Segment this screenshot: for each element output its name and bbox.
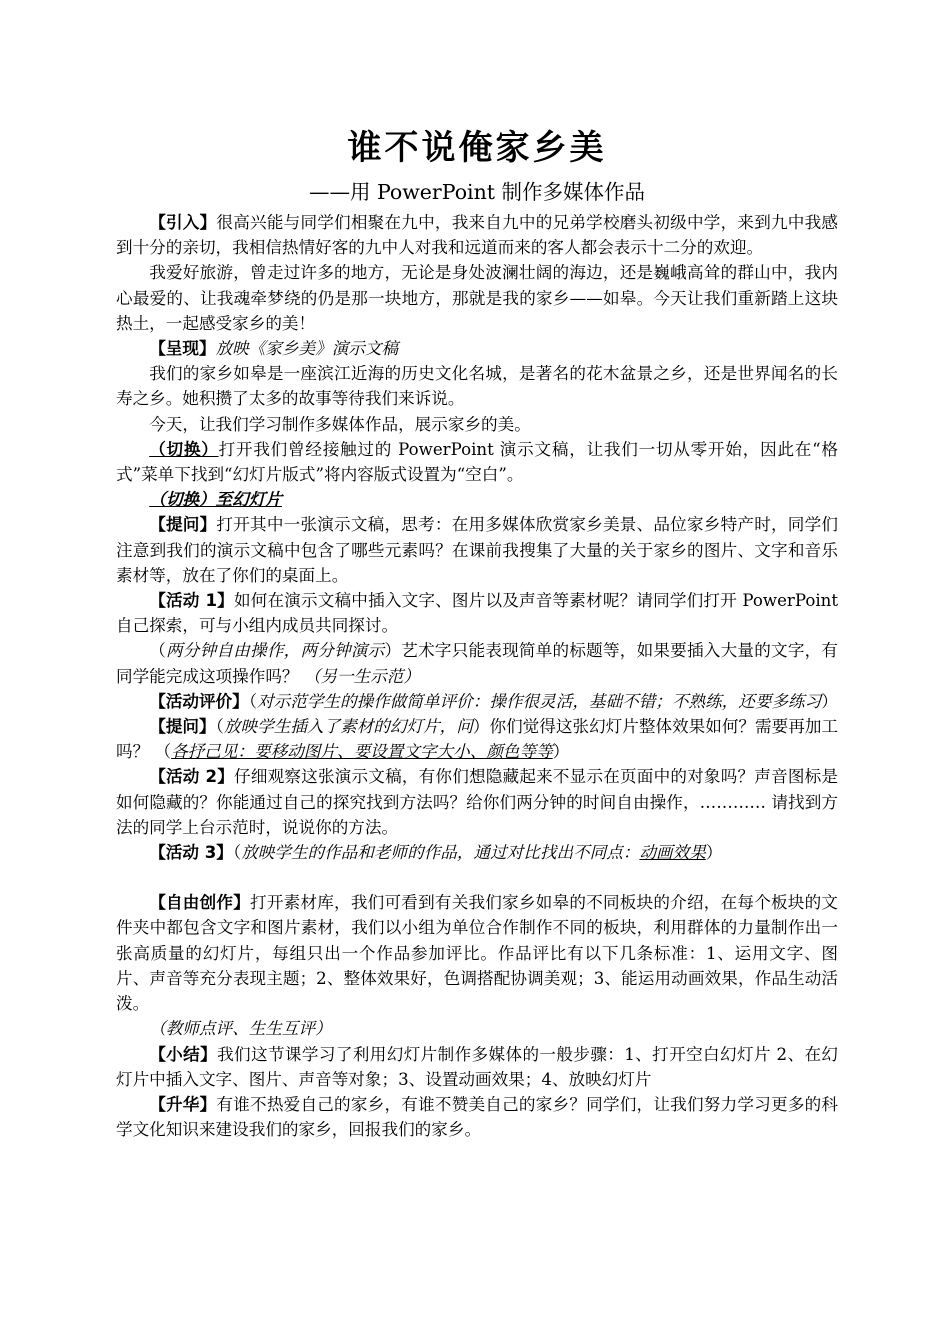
section-tag: 【活动 3】 (149, 843, 233, 863)
paragraph-activity-2 (116, 764, 838, 840)
paragraph-sublimation (116, 1092, 838, 1142)
paragraph-text: 你们觉得这张幻灯片整体效果如何？需要再加工吗？ (116, 717, 839, 762)
page-subtitle: ——用 PowerPoint 制作多媒体作品 (308, 180, 646, 204)
paragraph-text: 我们这节课学习了利用幻灯片制作多媒体的一般步骤：1、打开空白幻灯片 2、在幻灯片中插入文字、图片、声音等对象；3、设置动画效果；4、放映幻灯片 (116, 1044, 839, 1089)
paragraph-switch (116, 437, 838, 487)
stage-direction: 放映学生的作品和老师的作品，通过对比找出不同点： (241, 843, 640, 863)
section-tag: （切换） (149, 439, 219, 459)
paren: ） (705, 843, 723, 863)
section-tag: 【提问】 (149, 515, 217, 535)
section-tag: （切换）至幻灯片 (149, 490, 282, 510)
paragraph-activity-1 (116, 588, 838, 638)
paren: ） (472, 717, 490, 737)
section-tag: 【活动 2】 (149, 767, 235, 787)
stage-direction: 对示范学生的操作做简单评价：操作很灵活，基础不错；不熟练，还要多练习 (257, 691, 822, 711)
section-tag: 【升华】 (149, 1094, 217, 1114)
paragraph-text: 很高兴能与同学们相聚在九中，我来自九中的兄弟学校磨头初级中学，来到九中我感到十分的亲切，我相信热情好客的九中人对我和远道而来的客人都会表示十二分的欢迎。 (116, 213, 839, 258)
blank-line (116, 865, 838, 890)
document-page (116, 120, 838, 1142)
paragraph-evaluation (116, 689, 838, 714)
paragraph-text: 打开其中一张演示文稿，思考：在用多媒体欣赏家乡美景、品位家乡特产时，同学们注意到我们的演示文稿中包含了哪些元素吗？在课前我搜集了大量的关于家乡的图片、文字和音乐素材等，放在了你们的桌面上。 (116, 515, 839, 585)
section-tag: 【小结】 (149, 1044, 218, 1064)
paragraph-review: （教师点评、生生互评） (149, 1019, 332, 1039)
paren: ） (821, 691, 838, 711)
paragraph-text: 艺术字只能表现简单的标题等，如果要插入大量的文字，有同学能完成这项操作吗？ (116, 641, 839, 686)
paragraph-question-2 (116, 714, 838, 764)
paragraph-text: 打开素材库，我们可看到有关我们家乡如皋的不同板块的介绍，在每个板块的文件夹中都包含文字和图片素材，我们以小组为单位合作制作不同的板块，利用群体的力量制作出一张高质量的幻灯片，每组只出一个作品参加评比。作品评比有以下几条标准：1、运用文字、图片、声音等充分表现主题；2、整体效果好，色调搭配协调美观；3、能运用动画效果，作品生动活泼。 (116, 893, 839, 1014)
paragraph-travel: 我爱好旅游，曾走过许多的地方，无论是身处波澜壮阔的海边，还是巍峨高耸的群山中，我内心最爱的、让我魂牵梦绕的仍是那一块地方，那就是我的家乡——如皋。今天让我们重新踏上这块热土，一起感受家乡的美！ (116, 263, 838, 333)
paragraph-text: 如何在演示文稿中插入文字、图片以及声音等素材呢？请同学们打开 PowerPoint 自己探索，可与小组内成员共同探讨。 (116, 591, 839, 636)
stage-direction: 动画效果 (639, 843, 706, 863)
paren: （ (149, 641, 166, 661)
paragraph-question (116, 512, 838, 588)
paren: ） (384, 641, 402, 661)
section-tag: 【提问】 (149, 717, 216, 737)
paragraph-text: 仔细观察这张演示文稿，有你们想隐藏起来不显示在页面中的对象吗？声音图标是如何隐藏的？你能通过自己的探究找到方法吗？给你们两分钟的时间自由操作，………… 请找到方法的同学上台示范时，说说你的方法。 (116, 767, 839, 837)
stage-direction: 各抒己见：要移动图片、要设置文字大小、颜色等等 (171, 742, 553, 762)
paragraph-hometown: 我们的家乡如皋是一座滨江近海的历史文化名城，是著名的花木盆景之乡，还是世界闻名的长寿之乡。她积攒了太多的故事等待我们来诉说。 (116, 364, 838, 409)
paren: （ (215, 717, 224, 737)
section-tag: 【活动 1】 (149, 591, 234, 611)
stage-direction: 放映学生插入了素材的幻灯片，问 (223, 717, 473, 737)
paragraph-text: 打开我们曾经接触过的 PowerPoint 演示文稿，让我们一切从零开始，因此在“格式”菜单下找到“幻灯片版式”将内容版式设置为“空白”。 (116, 439, 838, 485)
paragraph-today: 今天，让我们学习制作多媒体作品，展示家乡的美。 (149, 414, 531, 434)
paragraph-intro (116, 210, 838, 260)
paragraph-switch-slide (116, 487, 838, 512)
paragraph-summary (116, 1042, 838, 1092)
section-tag: 【自由创作】 (149, 893, 251, 913)
paragraph-activity-3 (116, 840, 838, 865)
paren: （ (248, 691, 258, 711)
paren: ） (552, 742, 570, 762)
paren: （ (232, 843, 242, 863)
section-tag: 【引入】 (149, 213, 217, 232)
page-title: 谁不说俺家乡美 (347, 128, 607, 168)
paren: （ (154, 742, 172, 762)
paragraph-present (116, 336, 838, 361)
paragraph-free-creation (116, 890, 838, 1016)
stage-direction: （另一生示范） (303, 666, 420, 686)
paragraph-text: 放映《家乡美》演示文稿 (215, 339, 399, 359)
section-tag: 【活动评价】 (149, 691, 249, 711)
paragraph-text: 有谁不热爱自己的家乡，有谁不赞美自己的家乡？同学们，让我们努力学习更多的科学文化知识来建设我们的家乡，回报我们的家乡。 (116, 1094, 839, 1140)
stage-direction: 两分钟自由操作，两分钟演示 (166, 641, 385, 661)
section-tag: 【呈现】 (149, 339, 216, 359)
paragraph-demo (116, 638, 838, 688)
